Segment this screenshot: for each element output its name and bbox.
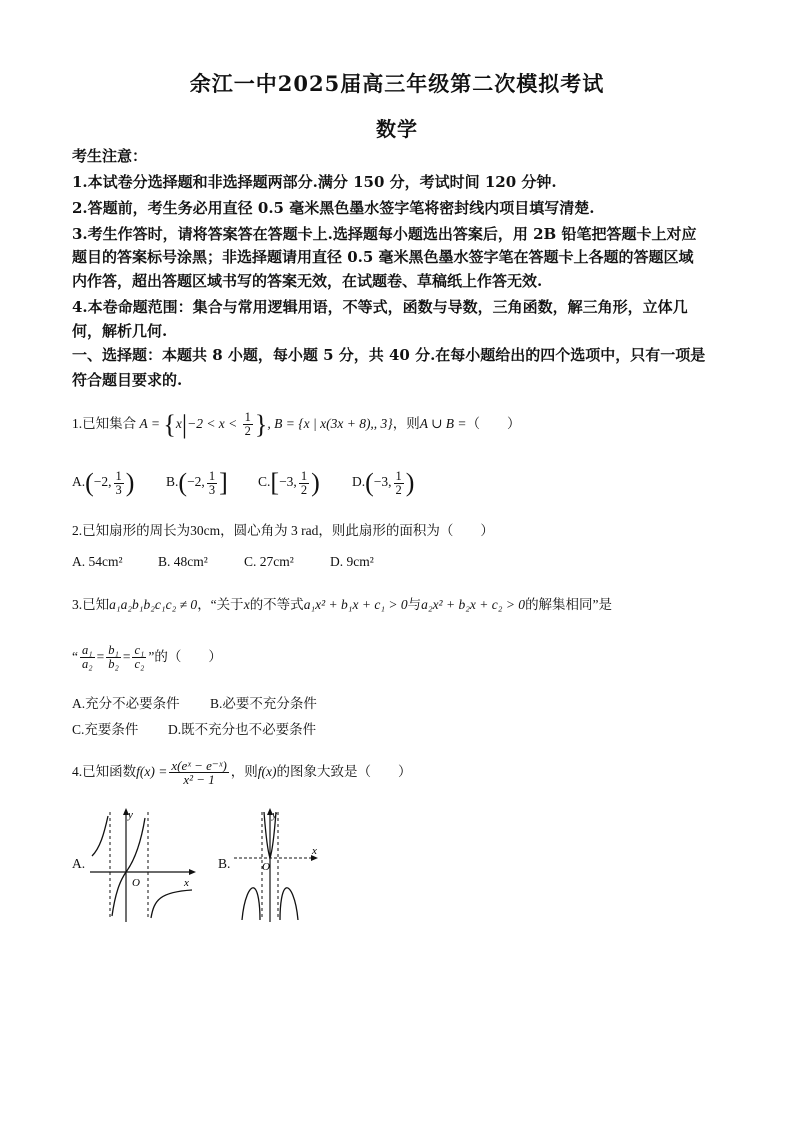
notice-item-1: 1.本试卷分选择题和非选择题两部分.满分 150 分，考试时间 120 分钟. bbox=[72, 173, 557, 191]
q1-set-b: , B = {x | x(3x + 8),, 3} bbox=[267, 416, 393, 431]
notice-item-3-line-3: 内作答，超出答题区域书写的答案无效，在试题卷、草稿纸上作答无效. bbox=[72, 272, 543, 290]
notice-item-2: 2.答题前，考生务必用直径 0.5 毫米黑色墨水签字笔将密封线内项目填写清楚. bbox=[72, 199, 595, 217]
q4-option-b-graph[interactable] bbox=[232, 808, 332, 926]
question-3-ratio: “ $\frac{\text{a₁}}{\text{a₂}}$ = $\frac{\text{b₁}}{\text{b₂}}$ = $\frac{\text{c₁}}{\text{c₂}}$ ”的（ ） bbox=[72, 643, 222, 672]
q4-a-y-label: y bbox=[128, 809, 133, 821]
exam-title: 余江一中2025届高三年级第二次模拟考试 bbox=[189, 71, 605, 96]
q2-option-b[interactable]: B. 48cm² bbox=[158, 554, 208, 569]
q2-option-a[interactable]: A. 54cm² bbox=[72, 554, 123, 569]
section-1-line-2: 符合题目要求的. bbox=[72, 371, 183, 389]
q3-option-a[interactable]: A.充分不必要条件 bbox=[72, 696, 180, 711]
q3-option-b[interactable]: B.必要不充分条件 bbox=[210, 696, 317, 711]
q1-options bbox=[72, 468, 732, 508]
q3-inequality-1: a₁x² + b₁x + c₁ > 0 bbox=[303, 597, 408, 612]
q4-b-y-label: y bbox=[272, 809, 277, 821]
q1-suffix: ，则 bbox=[392, 416, 420, 431]
q4-option-a-label[interactable]: A. bbox=[72, 856, 86, 871]
question-2: 2.已知扇形的周长为30cm，圆心角为 3 rad，则此扇形的面积为（ ） bbox=[72, 523, 494, 538]
q1-option-d[interactable]: D.(−3, $\frac{1}{2}$ ) bbox=[352, 468, 415, 497]
notice-heading: 考生注意： bbox=[72, 147, 148, 165]
q1-option-a[interactable]: A.(−2, $\frac{1}{3}$ ) bbox=[72, 468, 135, 497]
q3-condition: a₁a₂b₁b₂c₁c₂ ≠ 0 bbox=[109, 597, 198, 612]
q4-b-x-label: x bbox=[312, 845, 317, 857]
question-1: 1.已知集合 A = {x|−2 < x < $\frac{1}{2}$ }, B = {x | x(3x + 8),, 3}，则A ∪ B =（ ） bbox=[72, 409, 521, 439]
q4-option-b-label[interactable]: B. bbox=[218, 856, 231, 871]
q1-paren: （ ） bbox=[466, 416, 521, 431]
q1-set-a-var: x bbox=[175, 416, 182, 431]
q1-option-c[interactable]: C.[−3, $\frac{1}{2}$ ) bbox=[258, 468, 320, 497]
notice-item-3-line-1: 3.考生作答时，请将答案答在答题卡上.选择题每小题选出答案后，用 2B 铅笔把答题卡上对应 bbox=[72, 225, 697, 243]
q1-set-a-cond: −2 < x < bbox=[187, 416, 238, 431]
q3-option-c[interactable]: C.充要条件 bbox=[72, 722, 139, 737]
notice-item-4-line-1: 4.本卷命题范围：集合与常用逻辑用语，不等式，函数与导数，三角函数，解三角形，立体几 bbox=[72, 298, 688, 316]
q1-half-frac: $\frac{1}{2}$ bbox=[244, 410, 251, 439]
q2-options bbox=[72, 554, 732, 580]
section-1-line-1: 一、选择题：本题共 8 小题，每小题 5 分，共 40 分.在每小题给出的四个选项中，只有一项是 bbox=[72, 346, 706, 364]
q4-a-x-label: x bbox=[184, 877, 189, 889]
q4-option-a-graph[interactable] bbox=[88, 808, 198, 926]
q2-option-d[interactable]: D. 9cm² bbox=[330, 554, 374, 569]
question-3: 3.已知a₁a₂b₁b₂c₁c₂ ≠ 0，“关于x的不等式a₁x² + b₁x + c₁ > 0与a₂x² + b₂x + c₂ > 0的解集相同”是 bbox=[72, 597, 613, 612]
q1-option-b[interactable]: B.(−2, $\frac{1}{3}$ ] bbox=[166, 468, 228, 497]
q1-union: A ∪ B = bbox=[419, 416, 467, 431]
q2-option-c[interactable]: C. 27cm² bbox=[244, 554, 294, 569]
q1-prefix: 1.已知集合 bbox=[72, 416, 137, 431]
q1-set-a-lhs: A = bbox=[139, 416, 160, 431]
question-4: 4.已知函数f(x) = $\frac{\text{x(eˣ − e⁻ˣ)}}{\text{x² − 1}}$ ，则f(x)的图象大致是（ ） bbox=[72, 758, 412, 788]
q4-b-origin: O bbox=[262, 861, 270, 873]
q3-option-d[interactable]: D.既不充分也不必要条件 bbox=[168, 722, 317, 737]
q3-options bbox=[72, 692, 732, 742]
notice-item-3-line-2: 题目的答案标号涂黑；非选择题请用直径 0.5 毫米黑色墨水签字笔在答题卡上各题的答题区域 bbox=[72, 248, 694, 266]
subject-title: 数学 bbox=[376, 117, 418, 141]
notice-item-4-line-2: 何，解析几何. bbox=[72, 322, 168, 340]
q4-fx: f(x) = bbox=[136, 764, 168, 779]
q3-inequality-2: a₂x² + b₂x + c₂ > 0 bbox=[421, 597, 526, 612]
q4-a-origin: O bbox=[132, 877, 140, 889]
